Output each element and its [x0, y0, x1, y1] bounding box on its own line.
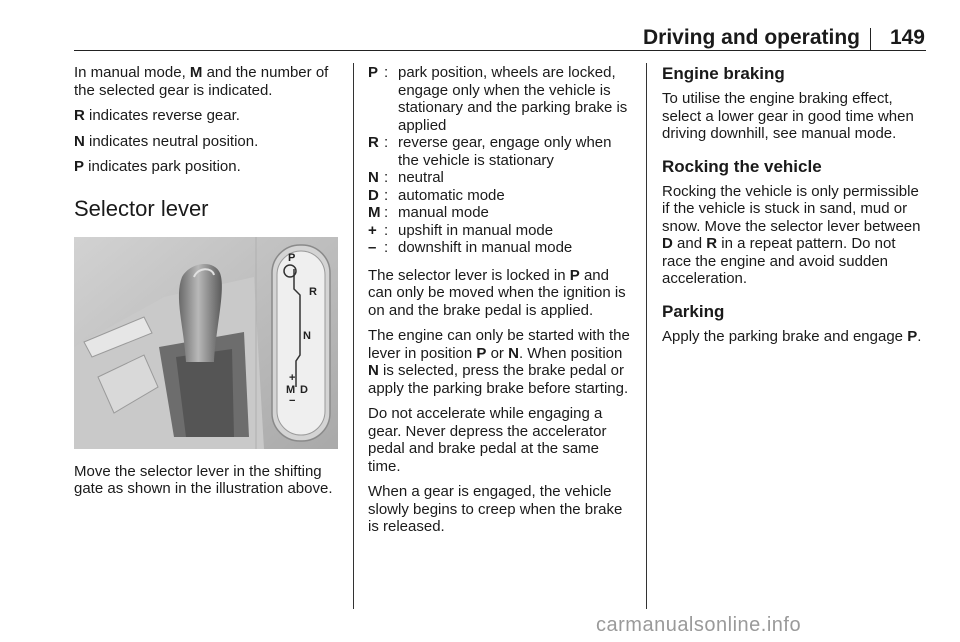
gate-label-minus: −: [289, 394, 296, 407]
parking-title: Parking: [662, 301, 725, 321]
engine-start-paragraph: The engine can only be started with the lever in position P or N. When position N is selected, press the brake pedal or apply the parking brake before starting.: [368, 327, 630, 397]
gear-item-plus: + : upshift in manual mode: [368, 221, 554, 239]
creep-paragraph: When a gear is engaged, the vehicle slowly begins to creep when the brake is released.: [368, 483, 623, 535]
selector-lever-illustration: [74, 237, 338, 449]
engine-braking-title: Engine braking: [662, 64, 785, 83]
gate-label-plus: +: [289, 371, 296, 384]
illustration-caption: Move the selector lever in the shifting gate as shown in the illustration above.: [74, 462, 333, 497]
manual-mode-paragraph: In manual mode, M and the number of the selected gear is indicated.: [74, 64, 329, 99]
gear-item-d: D : automatic mode: [368, 186, 505, 204]
selector-lever-drawing: [74, 237, 338, 449]
gear-item-p: P : park position, wheels are locked, engage only when the vehicle is stationary and the parking brake is applied: [368, 64, 628, 134]
middle-column: [368, 64, 634, 544]
column-divider-2: [646, 63, 647, 609]
gate-label-r: R: [309, 285, 317, 298]
parking-text: Apply the parking brake and engage P.: [662, 327, 922, 345]
park-indication: P indicates park position.: [74, 158, 241, 175]
watermark: carmanualsonline.info: [596, 614, 802, 636]
rocking-vehicle-title: Rocking the vehicle: [662, 156, 822, 176]
gate-label-p: P: [288, 251, 296, 264]
engine-braking-text: To utilise the engine braking effect, select a lower gear in good time when driving downhill, see manual mode.: [662, 90, 914, 142]
gear-item-minus: – : downshift in manual mode: [368, 239, 573, 256]
header-rule: [74, 50, 926, 51]
reverse-indication: R indicates reverse gear.: [74, 107, 240, 124]
gate-label-m: M: [286, 383, 296, 396]
neutral-indication: N indicates neutral position.: [74, 132, 259, 150]
right-column: [662, 64, 928, 353]
gear-item-r: R : reverse gear, engage only when the vehicle is stationary: [368, 134, 612, 169]
accelerate-warning-paragraph: Do not accelerate while engaging a gear. Never depress the accelerator pedal and brake pedal at the same time.: [368, 405, 607, 475]
gate-label-n: N: [303, 329, 311, 342]
gear-item-m: M : manual mode: [368, 204, 489, 221]
rocking-vehicle-text: Rocking the vehicle is only permissible if the vehicle is stuck in sand, mud or snow. Move the selector lever between D and R in a repeat pattern. Do not race the engine and avoid sudden acceleration.: [662, 182, 921, 287]
page-number-tick: [870, 28, 871, 50]
gear-position-list: [368, 64, 634, 257]
section-title-selector-lever: Selector lever: [74, 195, 209, 221]
column-divider-1: [353, 63, 354, 609]
lever-locked-paragraph: The selector lever is locked in P and can only be moved when the ignition is on and the brake pedal is applied.: [368, 266, 626, 319]
left-column: [74, 64, 342, 506]
page-number: 149: [889, 26, 925, 49]
gear-item-n: N : neutral: [368, 169, 444, 186]
gate-label-d: D: [300, 383, 308, 396]
header-title: Driving and operating: [642, 26, 860, 49]
